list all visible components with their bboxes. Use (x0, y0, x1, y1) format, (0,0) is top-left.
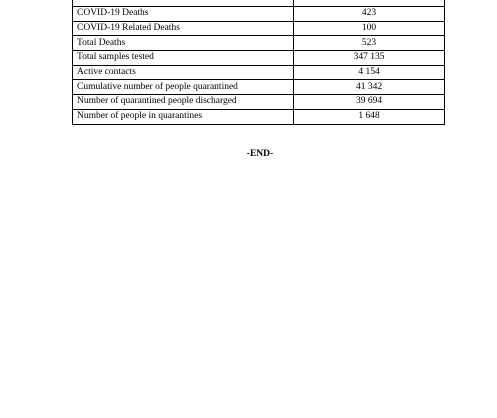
row-label: COVID-19 Related Deaths (73, 21, 294, 36)
row-value: 347 135 (294, 51, 445, 66)
row-value: 4 154 (294, 65, 445, 80)
table-row (73, 95, 445, 110)
table-row (73, 51, 445, 66)
row-label: Total samples tested (73, 51, 294, 66)
table-row (73, 80, 445, 95)
table-row (73, 7, 445, 22)
table-row (73, 109, 445, 124)
statistics-table (72, 0, 445, 125)
row-value: 100 (294, 21, 445, 36)
row-value: 39 694 (294, 95, 445, 110)
table-row (73, 36, 445, 51)
row-label: COVID-19 Deaths (73, 7, 294, 22)
end-marker: -END- (246, 149, 274, 159)
table-row (73, 65, 445, 80)
row-label: Cumulative number of people quarantined (73, 80, 294, 95)
row-value: 423 (294, 7, 445, 22)
row-label: Active contacts (73, 65, 294, 80)
row-value: 523 (294, 36, 445, 51)
row-value: 41 342 (294, 80, 445, 95)
row-label: Number of people in quarantines (73, 109, 294, 124)
row-value: 1 648 (294, 109, 445, 124)
statistics-table-body (73, 0, 445, 124)
row-label: Number of quarantined people discharged (73, 95, 294, 110)
row-label: Total Deaths (73, 36, 294, 51)
table-row (73, 21, 445, 36)
